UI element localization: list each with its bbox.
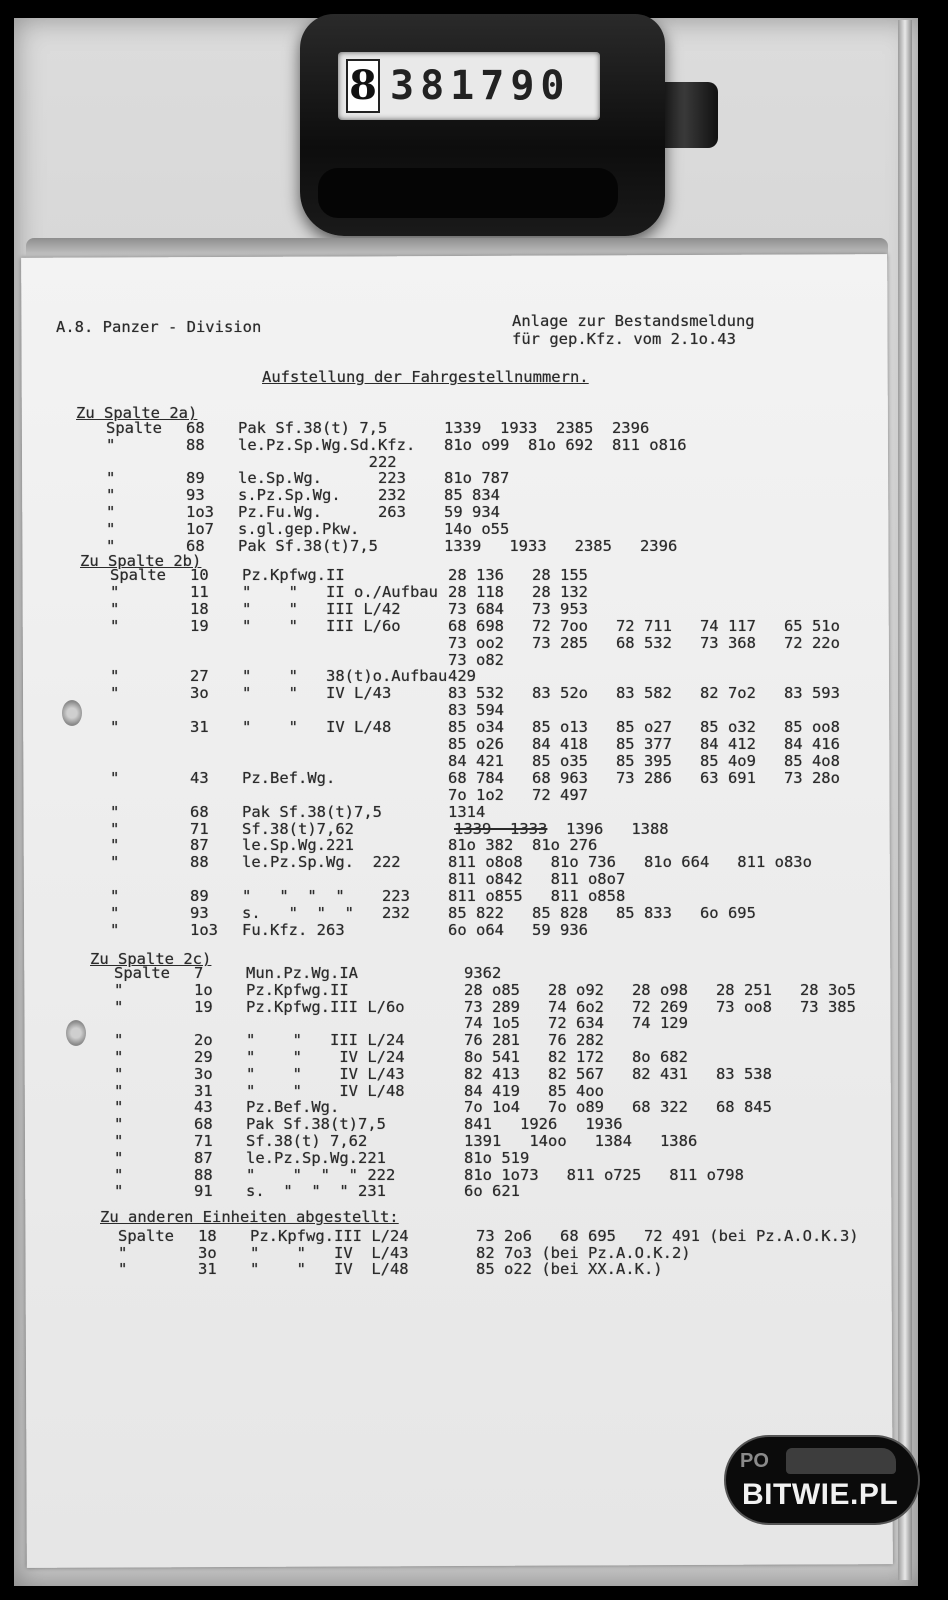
row-chassis-numbers: 81o o99 81o 692 811 o816 (444, 435, 687, 454)
row-spalte-label: " (106, 486, 116, 505)
row-spalte-label: Spalte (110, 566, 166, 584)
row-column-number: 18 (190, 599, 209, 618)
row-spalte-label: " (114, 1098, 124, 1117)
row-spalte-label: " (110, 582, 120, 601)
row-spalte-label: " (106, 503, 116, 521)
row-vehicle-type: Pz.Kpfwg.II (246, 980, 349, 999)
row-spalte-label: " (110, 599, 120, 618)
row-chassis-numbers: 1391 14oo 1384 1386 (464, 1132, 698, 1150)
row-vehicle-type: le.Sp.Wg. 223 (238, 469, 406, 488)
row-vehicle-type: " " 38(t)o.Aufbau (242, 667, 448, 686)
annex-line-2: für gep.Kfz. vom 2.1o.43 (512, 330, 736, 348)
row-spalte-label: " (114, 1048, 124, 1066)
row-spalte-label: Spalte (118, 1227, 174, 1245)
row-vehicle-type: Sf.38(t)7,62 (242, 819, 354, 838)
row-column-number: 87 (190, 836, 209, 855)
row-vehicle-type: Mun.Pz.Wg.IA (246, 964, 358, 982)
row-spalte-label: " (118, 1243, 128, 1262)
row-spalte-label: " (118, 1260, 128, 1278)
row-chassis-numbers: 68 784 68 963 73 286 63 691 73 28o (448, 768, 840, 787)
row-vehicle-type: " " III L/6o (242, 616, 401, 635)
counter-base (318, 168, 618, 218)
row-chassis-numbers: 841 1926 1936 (464, 1115, 623, 1134)
row-chassis-numbers: 28 o85 28 o92 28 o98 28 251 28 3o5 (464, 980, 856, 999)
row-column-number: 10 (190, 566, 209, 584)
row-column-number: 31 (198, 1260, 217, 1278)
tank-icon (786, 1448, 896, 1474)
row-chassis-numbers: 429 (448, 667, 476, 686)
row-chassis-numbers: 83 532 83 52o 83 582 82 7o2 83 593 (448, 684, 840, 703)
row-spalte-label: " (110, 836, 120, 855)
row-vehicle-type: Pz.Bef.Wg. (242, 768, 336, 787)
row-chassis-numbers: 28 118 28 132 (448, 582, 588, 601)
row-column-number: 68 (186, 419, 205, 437)
row-spalte-label: " (114, 997, 124, 1016)
row-vehicle-type: le.Pz.Sp.Wg.Sd.Kfz. (238, 435, 416, 454)
row-spalte-label: " (114, 1148, 124, 1167)
row-chassis-numbers: 76 281 76 282 (464, 1031, 604, 1050)
row-spalte-label: " (110, 718, 120, 737)
row-chassis-numbers: 59 934 (444, 503, 500, 521)
row-vehicle-type: Fu.Kfz. 263 (242, 920, 345, 939)
division-name: A.8. Panzer - Division (56, 318, 262, 336)
row-vehicle-type: " " " " 223 (242, 887, 410, 906)
row-vehicle-type: " " IV L/48 (246, 1081, 405, 1100)
row-chassis-numbers: 84 421 85 o35 85 395 85 4o9 85 4o8 (448, 751, 840, 770)
row-vehicle-type: " " II o./Aufbau (242, 582, 438, 601)
row-spalte-label: " (110, 684, 120, 703)
document-title: Aufstellung der Fahrgestellnummern. (262, 368, 589, 386)
row-column-number: 2o (194, 1031, 213, 1050)
row-vehicle-type: s. " " " 232 (242, 904, 410, 922)
numbers-after-strike: 1396 1388 (547, 819, 669, 838)
counter-window (338, 52, 600, 120)
row-spalte-label: " (110, 616, 120, 635)
row-column-number: 1o7 (186, 519, 214, 538)
row-vehicle-type: Pz.Kpfwg.III L/6o (246, 997, 405, 1016)
row-spalte-label: " (110, 768, 120, 787)
row-vehicle-type: Pz.Kpfwg.II (242, 566, 345, 584)
row-chassis-numbers: 81o 1o73 811 o725 811 o798 (464, 1165, 744, 1184)
row-column-number: 93 (186, 486, 205, 505)
row-spalte-label: " (110, 920, 120, 939)
row-vehicle-type: " " IV L/24 (246, 1048, 405, 1066)
row-spalte-label: " (106, 519, 116, 538)
row-vehicle-type: " " " " 222 (246, 1165, 396, 1184)
row-chassis-numbers: 68 698 72 7oo 72 711 74 117 65 51o (448, 616, 840, 635)
row-chassis-numbers: 6o o64 59 936 (448, 920, 588, 939)
row-spalte-label: " (106, 536, 116, 555)
row-vehicle-type: " " III L/42 (242, 599, 401, 618)
row-column-number: 31 (190, 718, 209, 737)
row-column-number: 88 (194, 1165, 213, 1184)
row-chassis-numbers: 1314 (448, 802, 486, 821)
row-chassis-numbers: 81o 519 (464, 1148, 530, 1167)
row-spalte-label: " (110, 667, 120, 686)
row-column-number: 91 (194, 1182, 213, 1201)
row-chassis-numbers: 14o o55 (444, 519, 510, 538)
row-vehicle-type: Pz.Kpfwg.III L/24 (250, 1227, 409, 1245)
row-vehicle-type: s.gl.gep.Pkw. (238, 519, 360, 538)
row-column-number: 71 (190, 819, 209, 838)
struck-numbers: 1339 1333 (454, 819, 548, 838)
logo-main-text: BITWIE.PL (742, 1478, 899, 1511)
row-chassis-numbers: 85 822 85 828 85 833 6o 695 (448, 904, 756, 922)
row-column-number: 68 (190, 802, 209, 821)
row-column-number: 19 (194, 997, 213, 1016)
row-chassis-numbers: 1339 1933 2385 2396 (444, 536, 678, 555)
row-column-number: 18 (198, 1227, 217, 1245)
row-column-number: 7 (194, 964, 204, 982)
row-spalte-label: " (114, 1182, 124, 1201)
row-chassis-numbers: 85 o26 84 418 85 377 84 412 84 416 (448, 735, 840, 753)
row-chassis-numbers (454, 820, 669, 838)
annex-line-1: Anlage zur Bestandsmeldung (512, 312, 755, 330)
row-column-number: 71 (194, 1132, 213, 1150)
row-vehicle-type: s.Pz.Sp.Wg. 232 (238, 486, 406, 505)
row-vehicle-type: Pz.Bef.Wg. (246, 1098, 340, 1117)
row-vehicle-type: " " IV L/43 (242, 684, 392, 703)
section-heading: Zu anderen Einheiten abgestellt: (100, 1208, 399, 1226)
row-vehicle-type: " " IV L/43 (246, 1064, 405, 1083)
row-column-number: 29 (194, 1048, 213, 1066)
row-vehicle-type: 222 (238, 452, 397, 471)
logo-small-text: PO (740, 1450, 769, 1472)
row-chassis-numbers: 73 oo2 73 285 68 532 73 368 72 22o (448, 633, 840, 652)
counter-digits: 381790 (390, 63, 571, 109)
row-column-number: 3o (194, 1064, 213, 1083)
counter-lead-digit: 8 (346, 59, 380, 113)
row-chassis-numbers: 81o 382 81o 276 (448, 836, 598, 855)
row-spalte-label: " (114, 1064, 124, 1083)
row-column-number: 1o (194, 980, 213, 999)
row-chassis-numbers: 83 594 (448, 701, 504, 720)
row-chassis-numbers: 28 136 28 155 (448, 566, 588, 584)
row-spalte-label: " (110, 904, 120, 922)
row-column-number: 1o3 (190, 920, 218, 939)
row-chassis-numbers: 7o 1o2 72 497 (448, 785, 588, 804)
row-chassis-numbers: 811 o855 811 o858 (448, 887, 626, 906)
row-vehicle-type: " " IV L/48 (242, 718, 392, 737)
row-spalte-label: " (110, 819, 120, 838)
row-column-number: 89 (186, 469, 205, 488)
row-vehicle-type: Pz.Fu.Wg. 263 (238, 503, 406, 521)
row-column-number: 93 (190, 904, 209, 922)
row-chassis-numbers: 85 o34 85 o13 85 o27 85 o32 85 oo8 (448, 718, 840, 737)
row-vehicle-type: " " III L/24 (246, 1031, 405, 1050)
row-chassis-numbers: 84 419 85 4oo (464, 1081, 604, 1100)
row-chassis-numbers: 73 289 74 6o2 72 269 73 oo8 73 385 (464, 997, 856, 1016)
row-vehicle-type: s. " " " 231 (246, 1182, 386, 1201)
punch-hole-icon (62, 700, 82, 726)
row-chassis-numbers: 81o 787 (444, 469, 510, 488)
row-chassis-numbers: 74 1o5 72 634 74 129 (464, 1014, 688, 1033)
row-vehicle-type: Pak Sf.38(t)7,5 (238, 536, 378, 555)
row-vehicle-type: le.Pz.Sp.Wg. 222 (242, 853, 401, 872)
row-vehicle-type: le.Sp.Wg.221 (242, 836, 354, 855)
section-heading: Zu Spalte 2a) (76, 404, 198, 422)
row-column-number: 88 (190, 853, 209, 872)
row-column-number: 68 (186, 536, 205, 555)
row-chassis-numbers: 6o 621 (464, 1182, 520, 1201)
row-vehicle-type: " " IV L/48 (250, 1260, 409, 1278)
row-chassis-numbers: 85 834 (444, 486, 500, 505)
row-column-number: 88 (186, 435, 205, 454)
row-chassis-numbers: 73 2o6 68 695 72 491 (bei Pz.A.O.K.3) (476, 1227, 859, 1245)
row-column-number: 27 (190, 667, 209, 686)
row-column-number: 3o (190, 684, 209, 703)
row-vehicle-type: Sf.38(t) 7,62 (246, 1132, 368, 1150)
row-spalte-label: " (114, 980, 124, 999)
row-spalte-label: " (106, 435, 116, 454)
row-chassis-numbers: 73 o82 (448, 650, 504, 669)
row-spalte-label: " (114, 1132, 124, 1150)
row-vehicle-type: Pak Sf.38(t) 7,5 (238, 419, 388, 437)
row-chassis-numbers: 9362 (464, 964, 502, 982)
board-edge (898, 20, 912, 1580)
row-chassis-numbers: 8o 541 82 172 8o 682 (464, 1048, 688, 1066)
row-vehicle-type: " " IV L/43 (250, 1243, 409, 1262)
row-spalte-label: " (110, 853, 120, 872)
row-spalte-label: " (114, 1115, 124, 1134)
row-chassis-numbers: 82 7o3 (bei Pz.A.O.K.2) (476, 1243, 691, 1262)
row-column-number: 31 (194, 1081, 213, 1100)
row-spalte-label: Spalte (114, 964, 170, 982)
row-spalte-label: " (110, 887, 120, 906)
row-vehicle-type: Pak Sf.38(t)7,5 (246, 1115, 386, 1134)
row-spalte-label: Spalte (106, 419, 162, 437)
row-spalte-label: " (114, 1165, 124, 1184)
row-column-number: 19 (190, 616, 209, 635)
row-chassis-numbers: 73 684 73 953 (448, 599, 588, 618)
row-chassis-numbers: 7o 1o4 7o o89 68 322 68 845 (464, 1098, 772, 1117)
row-vehicle-type: le.Pz.Sp.Wg.221 (246, 1148, 386, 1167)
row-column-number: 89 (190, 887, 209, 906)
row-column-number: 68 (194, 1115, 213, 1134)
section-heading: Zu Spalte 2b) (80, 552, 202, 570)
row-column-number: 87 (194, 1148, 213, 1167)
row-chassis-numbers: 85 o22 (bei XX.A.K.) (476, 1260, 663, 1278)
row-vehicle-type: Pak Sf.38(t)7,5 (242, 802, 382, 821)
row-column-number: 11 (190, 582, 209, 601)
row-chassis-numbers: 811 o8o8 81o 736 81o 664 811 o83o (448, 853, 812, 872)
punch-hole-icon (66, 1020, 86, 1046)
row-spalte-label: " (106, 469, 116, 488)
row-column-number: 1o3 (186, 503, 214, 521)
row-column-number: 3o (198, 1243, 217, 1262)
row-column-number: 43 (190, 768, 209, 787)
row-chassis-numbers: 82 413 82 567 82 431 83 538 (464, 1064, 772, 1083)
row-column-number: 43 (194, 1098, 213, 1117)
row-chassis-numbers: 811 o842 811 o8o7 (448, 870, 626, 889)
section-heading: Zu Spalte 2c) (90, 950, 212, 968)
row-spalte-label: " (114, 1031, 124, 1050)
row-spalte-label: " (110, 802, 120, 821)
row-spalte-label: " (114, 1081, 124, 1100)
row-chassis-numbers: 1339 1933 2385 2396 (444, 419, 650, 437)
